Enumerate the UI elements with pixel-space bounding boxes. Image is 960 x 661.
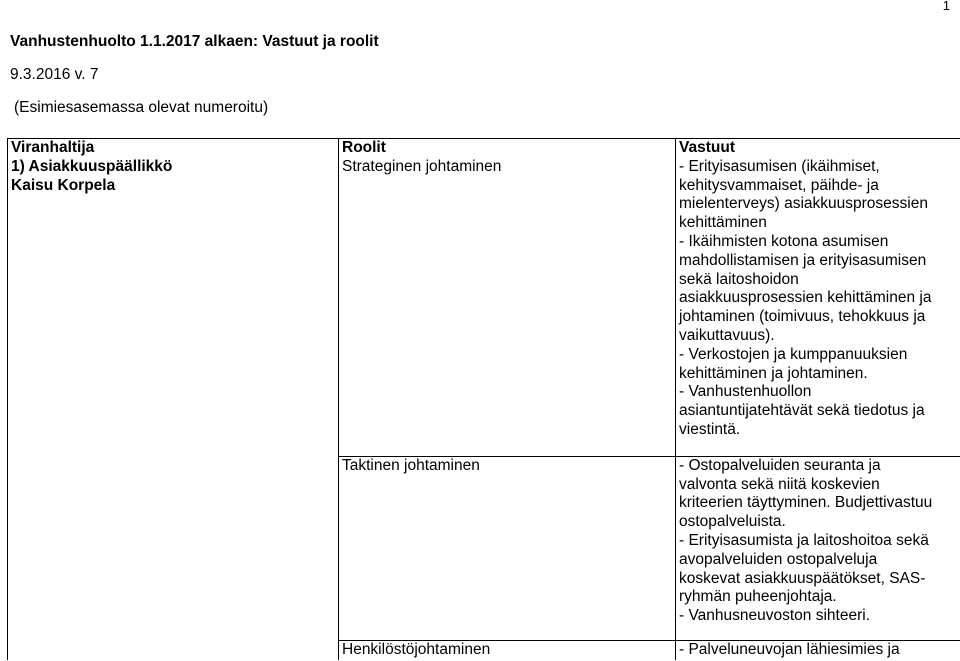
document-title: Vanhustenhuolto 1.1.2017 alkaen: Vastuut ja roolit (10, 33, 379, 50)
responsibility-line: ryhmän puheenjohtaja. (679, 588, 837, 606)
document-version: 9.3.2016 v. 7 (10, 66, 99, 83)
responsibility-line: - Vanhustenhuollon (679, 383, 812, 401)
header-vastuut: Vastuut (676, 139, 960, 158)
role-cell (339, 158, 676, 457)
responsibility-line: - Verkostojen ja kumppanuuksien (679, 345, 908, 363)
responsibility-line: avopalveluiden ostopalveluja (679, 550, 878, 568)
position-title: 1) Asiakkuuspäällikkö (11, 157, 173, 175)
role-cell (339, 456, 676, 640)
role-label: Henkilöstöjohtaminen (342, 640, 491, 658)
responsibility-line: vaikuttavuus). (679, 326, 775, 344)
responsibility-line: valvonta sekä niitä koskevien (679, 475, 880, 493)
responsibilities-cell (676, 640, 960, 659)
responsibility-line: viestintä. (679, 420, 741, 438)
role-cell (339, 640, 676, 659)
responsibility-line: sekä laitoshoidon (679, 270, 799, 288)
responsibility-line: - Palveluneuvojan lähiesimies ja (679, 640, 900, 658)
responsibility-line: - Erityisasumisen (ikäihmiset, (679, 157, 880, 175)
responsibility-line: - Ostopalveluiden seuranta ja (679, 456, 881, 474)
responsibility-line: johtaminen (toimivuus, tehokkuus ja (679, 308, 926, 326)
table-header-row (8, 139, 960, 158)
header-viranhaltija: Viranhaltija (8, 139, 339, 158)
position-cell (8, 158, 339, 660)
responsibility-line: koskevat asiakkuuspäätökset, SAS- (679, 569, 926, 587)
roles-table (7, 138, 960, 660)
header-roolit: Roolit (339, 139, 676, 158)
responsibility-line: kriteerien täyttyminen. Budjettivastuu (679, 494, 933, 512)
responsibility-line: kehittäminen ja johtaminen. (679, 364, 868, 382)
role-label: Taktinen johtaminen (342, 456, 480, 474)
responsibility-line: asiantuntijatehtävät sekä tiedotus ja (679, 402, 925, 420)
responsibility-line: - Vanhusneuvoston sihteeri. (679, 607, 870, 625)
table-row (8, 158, 960, 457)
responsibility-line: kehittäminen (679, 214, 767, 232)
responsibility-line: mielenterveys) asiakkuusprosessien (679, 195, 928, 213)
responsibility-line: mahdollistamisen ja erityisasumisen (679, 251, 927, 269)
responsibilities-cell (676, 158, 960, 457)
position-holder-name: Kaisu Korpela (11, 176, 116, 194)
page-number: 1 (942, 0, 950, 13)
responsibilities-cell (676, 456, 960, 640)
responsibility-line: - Ikäihmisten kotona asumisen (679, 232, 889, 250)
responsibility-line: asiakkuusprosessien kehittäminen ja (679, 289, 932, 307)
role-label: Strateginen johtaminen (342, 157, 502, 175)
responsibility-line: ostopalveluista. (679, 513, 786, 531)
responsibility-line: kehitysvammaiset, päihde- ja (679, 176, 879, 194)
responsibility-line: - Erityisasumista ja laitoshoitoa sekä (679, 531, 929, 549)
document-note: (Esimiesasemassa olevat numeroitu) (14, 99, 269, 116)
